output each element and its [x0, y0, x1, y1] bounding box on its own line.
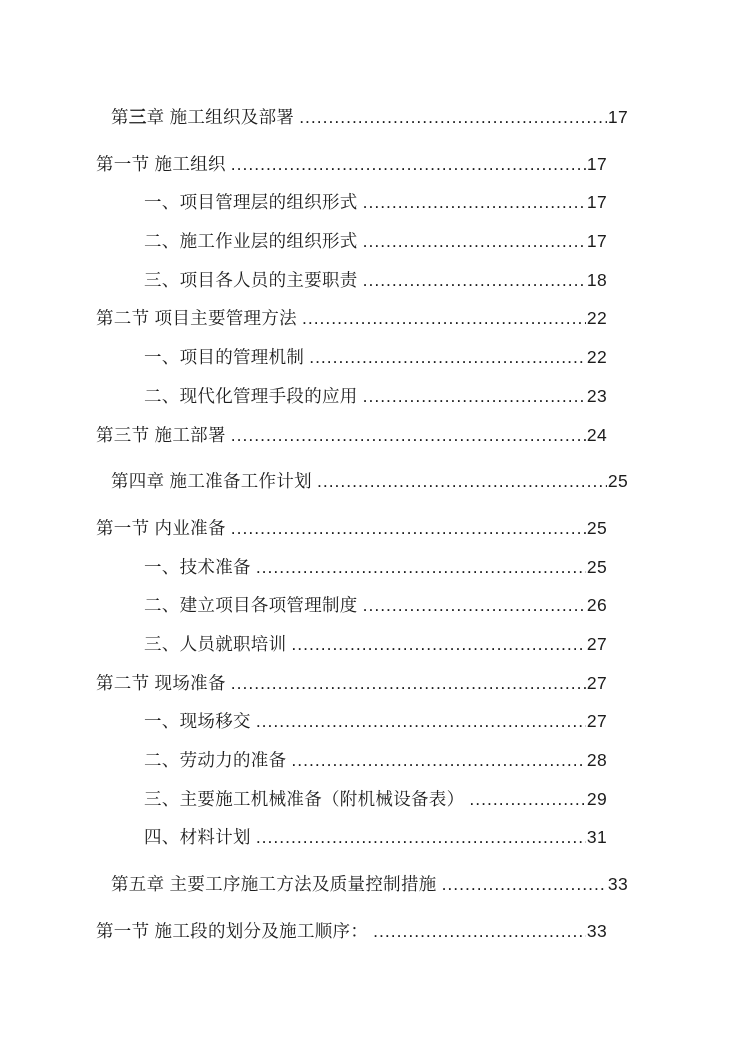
toc-entry-page: 33: [586, 920, 607, 941]
toc-entry-label: 四、材料计划: [144, 827, 251, 848]
toc-entry-label: 一、现场移交: [144, 711, 251, 732]
toc-dot-leader: [373, 912, 586, 951]
toc-dot-leader: [469, 780, 586, 819]
toc-entry-page: 22: [586, 347, 607, 368]
toc-entry-label: 第五章 主要工序施工方法及质量控制措施: [111, 874, 437, 895]
toc-entry-label: 二、劳动力的准备: [144, 750, 287, 770]
toc-entry-page: 25: [586, 517, 607, 538]
toc-entry-label: 第一节 内业准备: [96, 517, 226, 538]
toc-entry-page: 25: [586, 556, 607, 577]
toc-entry-page: 27: [586, 633, 607, 654]
toc-entry-label: 二、施工作业层的组织形式: [144, 231, 358, 252]
toc-dot-leader: [231, 145, 586, 184]
toc-entry-item[interactable]: [144, 183, 607, 222]
toc-entry-section[interactable]: [96, 299, 607, 338]
toc-entry-item[interactable]: [144, 625, 607, 664]
toc-entry-label: 一、技术准备: [144, 556, 251, 577]
toc-entry-label: 第四章 施工准备工作计划: [111, 471, 312, 492]
toc-entry-item[interactable]: [144, 377, 607, 416]
label-run-bold: 三: [128, 107, 147, 127]
toc-entry-label: 一、项目管理层的组织形式: [144, 192, 358, 213]
toc-dot-leader: [317, 462, 607, 501]
toc-entry-item[interactable]: [144, 780, 607, 819]
toc-entry-section[interactable]: [96, 145, 607, 184]
toc-entry-label: 三、项目各人员的主要职责: [144, 269, 358, 290]
toc-dot-leader: [231, 509, 586, 548]
toc-entry-item[interactable]: [144, 702, 607, 741]
toc-entry-section[interactable]: [96, 912, 607, 951]
toc-dot-leader: [231, 416, 586, 455]
toc-entry-label: 第一节 施工组织: [96, 153, 226, 174]
toc-entry-label: 第二节 现场准备: [96, 672, 226, 693]
toc-entry-label: 第三节 施工部署: [96, 424, 226, 445]
toc-entry-page: 26: [586, 595, 607, 616]
toc-entry-label: [111, 98, 294, 137]
toc-entry-chapter-5[interactable]: [111, 865, 628, 904]
toc-dot-leader: [256, 702, 586, 741]
toc-dot-leader: [442, 865, 607, 904]
toc-entry-label: 第一节 施工段的划分及施工顺序：: [96, 920, 369, 941]
toc-entry-page: 33: [607, 874, 628, 895]
toc-entry-page: 31: [586, 827, 607, 848]
toc-dot-leader: [299, 98, 607, 137]
toc-entry-item[interactable]: [144, 338, 607, 377]
toc-entry-chapter-4[interactable]: [111, 462, 628, 501]
toc-dot-leader: [256, 548, 586, 587]
toc-dot-leader: [363, 261, 586, 300]
toc-entry-page: 17: [586, 192, 607, 213]
toc-entry-item[interactable]: [144, 548, 607, 587]
toc-dot-leader: [291, 741, 586, 780]
toc-entry-label: 二、现代化管理手段的应用: [144, 385, 358, 406]
toc-dot-leader: [256, 818, 586, 857]
toc-entry-page: 27: [586, 711, 607, 732]
toc-dot-leader: [363, 222, 586, 261]
toc-entry-page: 24: [586, 424, 607, 445]
toc-entry-item[interactable]: [144, 818, 607, 857]
toc-entry-item[interactable]: [144, 586, 607, 625]
toc-entry-page: 17: [586, 153, 607, 174]
toc-entry-label: 二、建立项目各项管理制度: [144, 595, 358, 616]
toc-dot-leader: [363, 183, 586, 222]
toc-entry-page: 25: [607, 471, 628, 492]
toc-entry-section[interactable]: [96, 509, 607, 548]
toc-entry-page: 23: [586, 385, 607, 406]
toc-dot-leader: [363, 586, 586, 625]
toc-dot-leader: [302, 299, 586, 338]
toc-entry-page: 22: [586, 308, 607, 329]
toc-entry-page: 27: [586, 672, 607, 693]
toc-dot-leader: [231, 664, 586, 703]
toc-entry-section[interactable]: [96, 416, 607, 455]
label-run: 章 施工组织及部署: [146, 107, 295, 127]
toc-entry-page: 17: [586, 231, 607, 252]
toc-entry-chapter-3[interactable]: [111, 98, 628, 137]
toc-entry-item[interactable]: [144, 741, 607, 780]
toc-entry-item[interactable]: [144, 222, 607, 261]
toc-dot-leader: [309, 338, 586, 377]
label-run: 第: [111, 107, 129, 127]
toc-entry-item[interactable]: [144, 261, 607, 300]
toc-entry-page: 29: [586, 788, 607, 809]
toc-entry-page: 17: [607, 107, 628, 127]
toc-entry-page: 28: [586, 750, 607, 770]
toc-entry-label: 一、项目的管理机制: [144, 347, 305, 368]
toc-entry-label: 三、人员就职培训: [144, 633, 287, 654]
toc-entry-label: 三、主要施工机械准备（附机械设备表）: [144, 788, 465, 809]
toc-dot-leader: [291, 625, 586, 664]
toc-entry-section[interactable]: [96, 664, 607, 703]
toc-dot-leader: [363, 377, 586, 416]
toc-entry-label: 第二节 项目主要管理方法: [96, 308, 297, 329]
toc-entry-page: 18: [586, 269, 607, 290]
